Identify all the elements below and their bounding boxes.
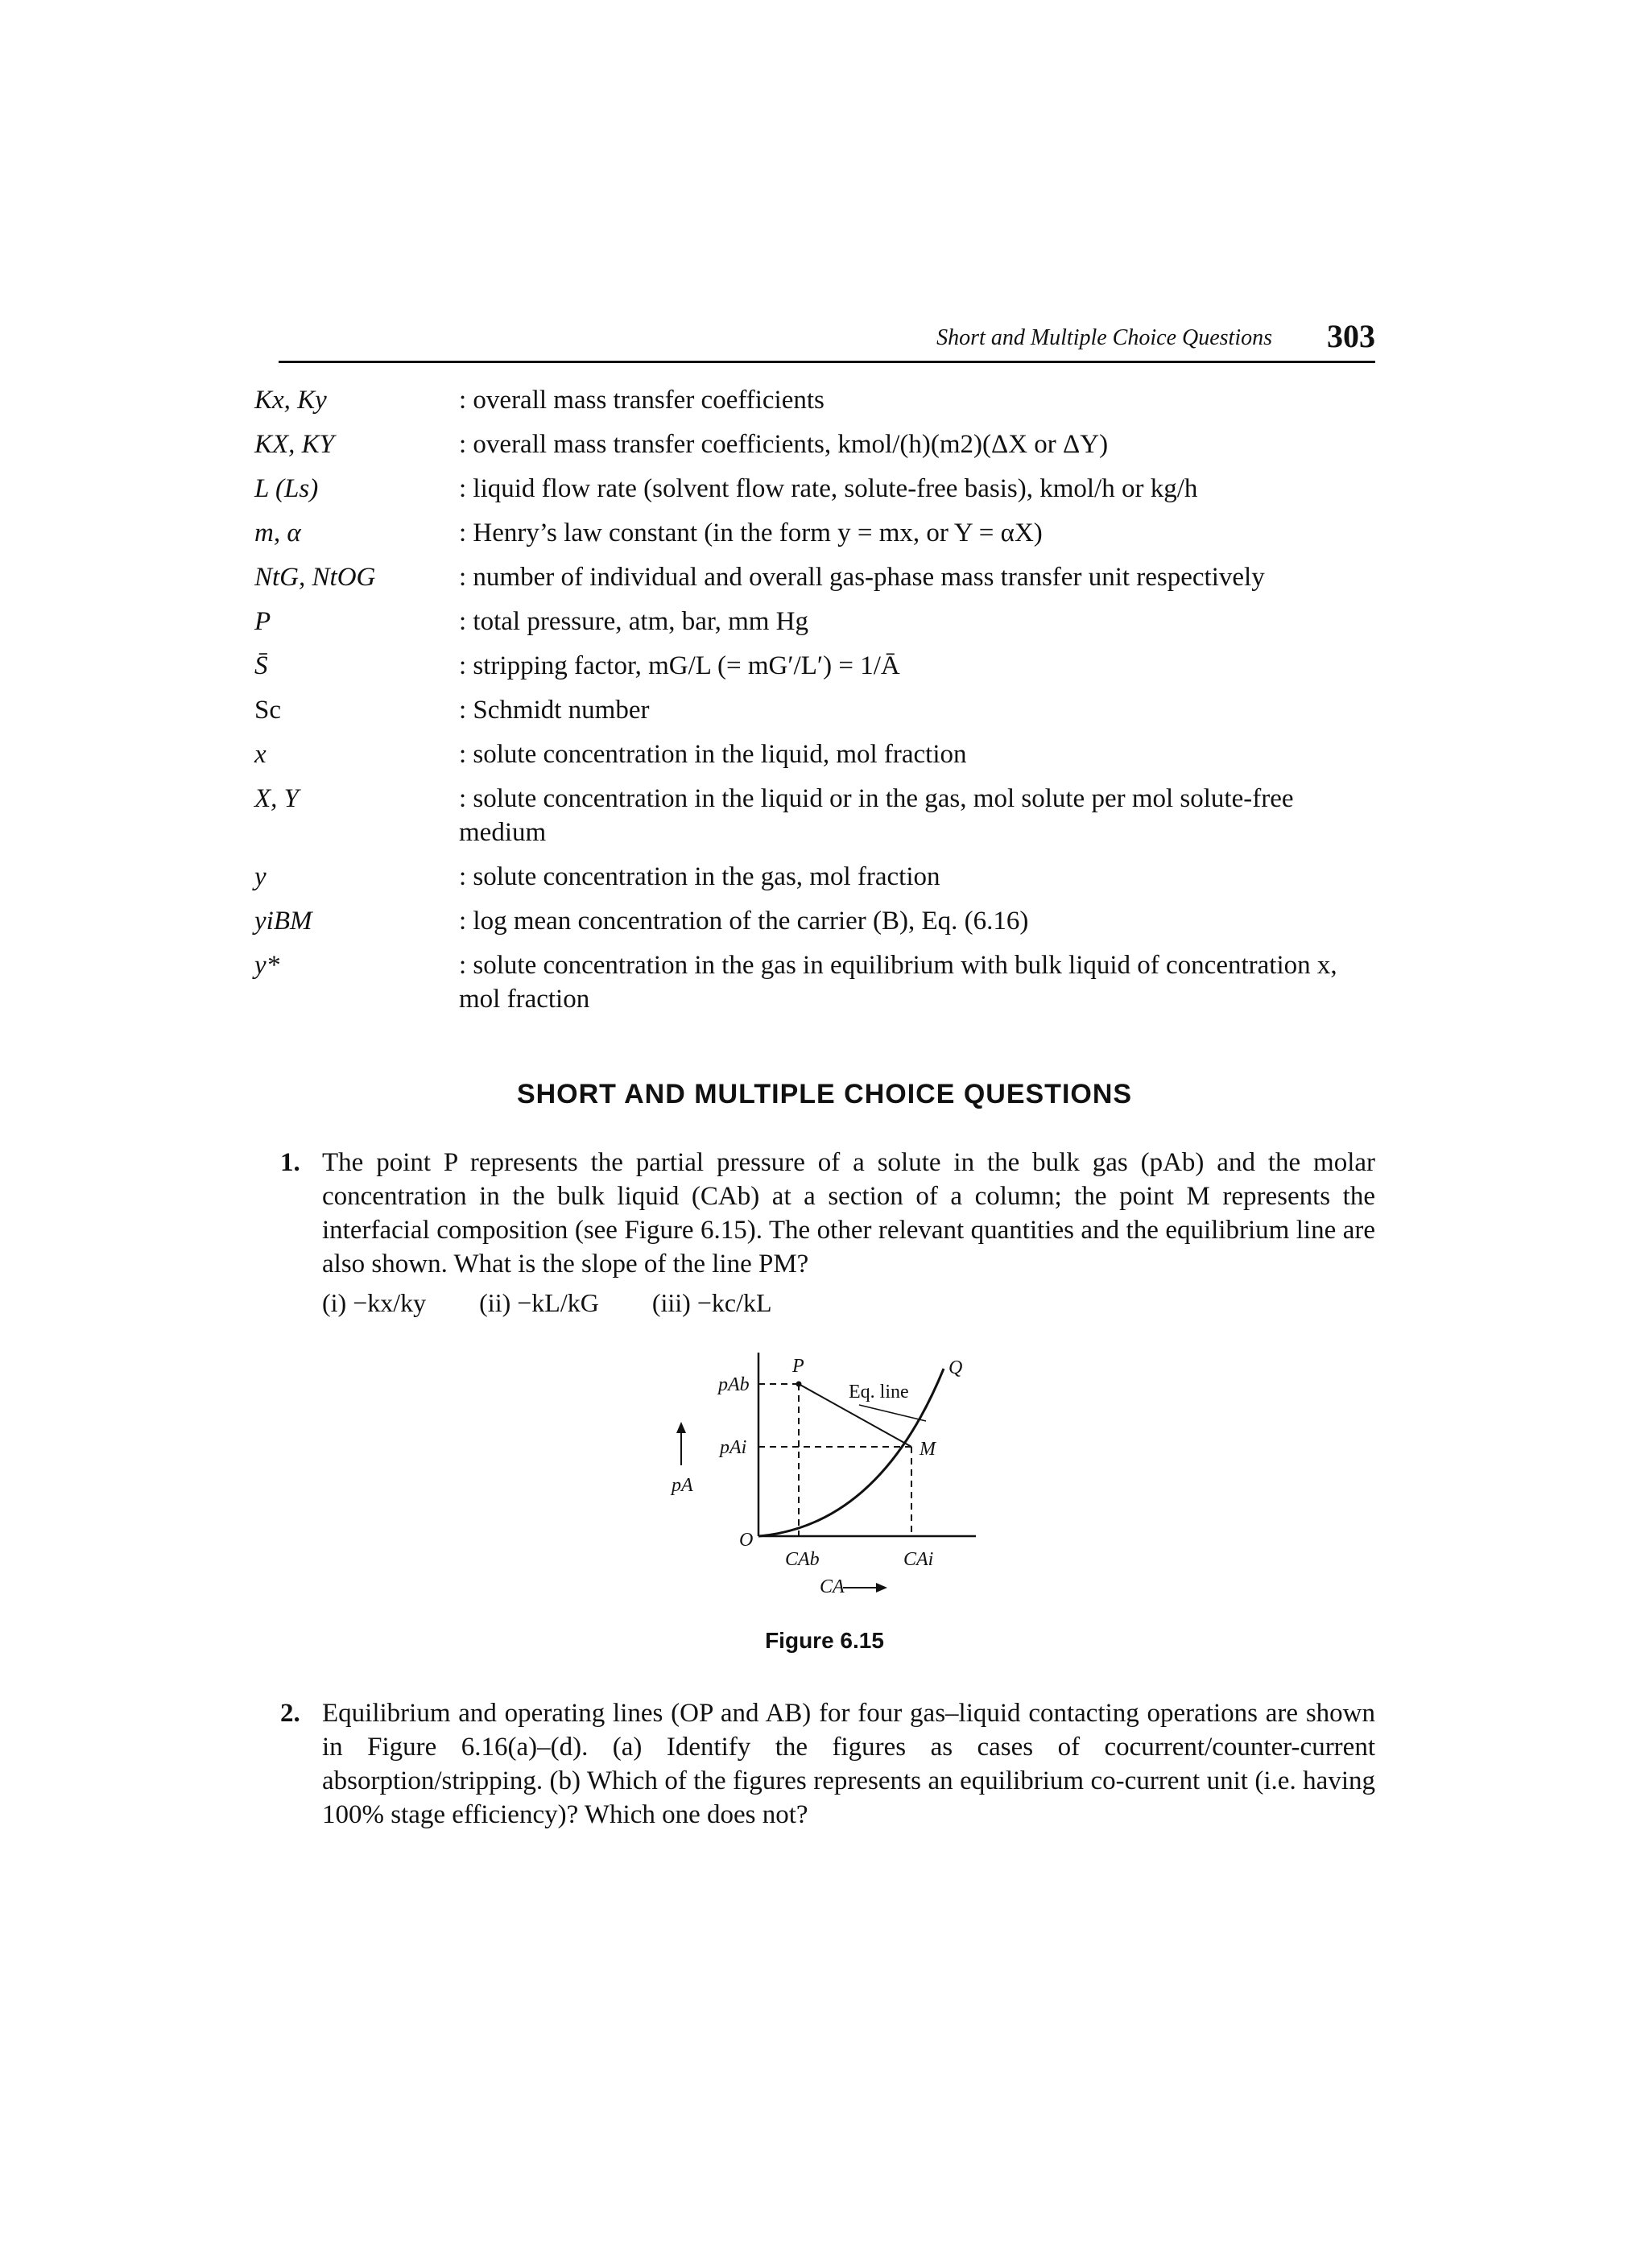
nomenclature-definition: : overall mass transfer coefficients, kmol/(h)(m2)(ΔX or ΔY) [459, 430, 1109, 459]
eq-line-pointer [859, 1405, 926, 1421]
nomenclature-row [254, 904, 1375, 938]
nomenclature-symbol: y [254, 862, 267, 891]
label-eq-line: Eq. line [849, 1382, 909, 1403]
nomenclature-row [254, 472, 1375, 506]
figure-6-15-diagram [670, 1345, 1024, 1610]
nomenclature-definition: : Henry’s law constant (in the form y = mx, or Y = αX) [459, 518, 1043, 547]
label-ca: CA [820, 1576, 845, 1597]
label-origin: O [739, 1530, 754, 1551]
nomenclature-definition: : Schmidt number [459, 696, 650, 725]
nomenclature-row [254, 693, 1375, 727]
nomenclature-row [254, 649, 1375, 683]
nomenclature-definition: : solute concentration in the liquid or in the gas, mol solute per mol solute-free medium [459, 784, 1294, 847]
page-header [279, 319, 1375, 363]
section-title: SHORT AND MULTIPLE CHOICE QUESTIONS [516, 1079, 1133, 1109]
nomenclature-row [254, 948, 1375, 1016]
nomenclature-symbol: KX, KY [254, 430, 335, 459]
question-text: The point P represents the partial pressure of a solute in the bulk gas (pAb) and the molar concentration in the bulk liquid (CAb) at a section of a column; the point M represents the interfacial composition (see Figure 6.15). The other relevant quantities and the equilibrium line are also shown. What is the slope of the line PM? [322, 1148, 1375, 1279]
nomenclature-symbol: NtG, NtOG [254, 563, 376, 592]
option-iii: (iii) −kc/kL [651, 1288, 772, 1317]
nomenclature-definition: : stripping factor, mG/L (= mG′/L′) = 1/Ā [459, 651, 900, 680]
nomenclature-symbol: m, α [254, 518, 301, 547]
nomenclature-symbol: y* [254, 951, 280, 980]
question-number: 1. [280, 1148, 300, 1177]
nomenclature-definition: : solute concentration in the liquid, mol fraction [459, 740, 967, 769]
page-number: 303 [1327, 318, 1375, 354]
label-pai: pAi [720, 1437, 747, 1458]
option-ii: (ii) −kL/kG [479, 1288, 599, 1317]
question-1 [280, 1146, 1375, 1320]
answer-options [322, 1286, 1375, 1320]
nomenclature-symbol: S̄ [254, 651, 268, 680]
figure-caption: Figure 6.15 [765, 1628, 884, 1653]
nomenclature-row [254, 428, 1375, 461]
nomenclature-symbol: x [254, 740, 267, 769]
nomenclature-symbol: Kx, Ky [254, 386, 327, 415]
nomenclature-list [254, 383, 1375, 1016]
nomenclature-definition: : overall mass transfer coefficients [459, 386, 824, 415]
nomenclature-symbol: X, Y [254, 784, 300, 813]
label-point-q: Q [948, 1357, 963, 1378]
question-2 [280, 1696, 1375, 1832]
nomenclature-definition: : total pressure, atm, bar, mm Hg [459, 607, 808, 636]
point-p-marker [796, 1382, 802, 1387]
label-cai: CAi [903, 1549, 934, 1570]
nomenclature-row [254, 860, 1375, 894]
nomenclature-definition: : solute concentration in the gas in equilibrium with bulk liquid of concentration x, mol fraction [459, 951, 1337, 1014]
nomenclature-row [254, 516, 1375, 550]
nomenclature-row [254, 782, 1375, 849]
ca-arrowhead [876, 1583, 887, 1593]
nomenclature-symbol: yiBM [254, 907, 312, 936]
nomenclature-definition: : solute concentration in the gas, mol fraction [459, 862, 940, 891]
nomenclature-row [254, 560, 1375, 594]
nomenclature-row [254, 383, 1375, 417]
label-point-p: P [792, 1356, 804, 1377]
pa-arrowhead [676, 1422, 686, 1433]
nomenclature-definition: : number of individual and overall gas-phase mass transfer unit respectively [459, 563, 1265, 592]
question-text: Equilibrium and operating lines (OP and AB) for four gas–liquid contacting operations are shown in Figure 6.16(a)–(d). (a) Identify the figures as cases of cocurrent/counter-current absorption/stripping. (b) Which of the figures represents an equilibrium co-current unit (i.e. having 100% stage efficiency)? Which one does not? [322, 1699, 1375, 1829]
label-pab: pAb [718, 1374, 750, 1395]
nomenclature-definition: : liquid flow rate (solvent flow rate, solute-free basis), kmol/h or kg/h [459, 474, 1198, 503]
running-title: Short and Multiple Choice Questions [936, 325, 1272, 350]
question-number: 2. [280, 1699, 300, 1728]
option-i: (i) −kx/ky [322, 1288, 427, 1317]
label-pa: pA [672, 1475, 693, 1496]
nomenclature-row [254, 605, 1375, 638]
nomenclature-symbol: Sc [254, 696, 281, 725]
nomenclature-row [254, 737, 1375, 771]
nomenclature-symbol: P [254, 607, 271, 636]
label-cab: CAb [785, 1549, 820, 1570]
nomenclature-definition: : log mean concentration of the carrier (B), Eq. (6.16) [459, 907, 1029, 936]
label-point-m: M [920, 1439, 936, 1460]
nomenclature-symbol: L (Ls) [254, 474, 319, 503]
